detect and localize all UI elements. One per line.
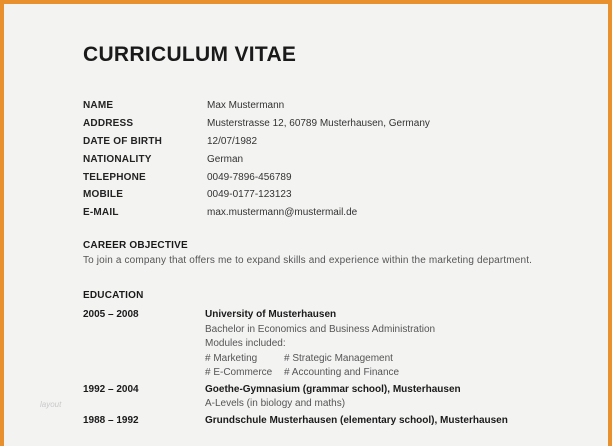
info-row-telephone xyxy=(83,172,583,188)
nationality-label: NATIONALITY xyxy=(83,154,152,165)
cv-title: CURRICULUM VITAE xyxy=(83,43,297,66)
education-heading: EDUCATION xyxy=(83,290,144,301)
nationality-value: German xyxy=(207,154,244,165)
address-label: ADDRESS xyxy=(83,118,134,129)
edu-3-years: 1988 – 1992 xyxy=(83,415,139,426)
cv-page xyxy=(4,4,608,446)
module-strategic-management: # Strategic Management xyxy=(284,353,393,364)
info-row-email xyxy=(83,207,583,223)
info-row-dob xyxy=(83,136,583,152)
career-objective-heading: CAREER OBJECTIVE xyxy=(83,240,188,251)
info-row-mobile xyxy=(83,189,583,205)
info-row-address xyxy=(83,118,583,134)
edu-1-school: University of Musterhausen xyxy=(205,309,337,320)
module-marketing: # Marketing xyxy=(205,353,258,364)
email-value[interactable]: max.mustermann@mustermail.de xyxy=(207,207,358,218)
career-objective-text: To join a company that offers me to expand skills and experience within the marketing department. xyxy=(83,255,533,266)
mobile-value: 0049-0177-123123 xyxy=(207,189,292,200)
watermark-text: layout xyxy=(40,400,62,409)
mobile-label: MOBILE xyxy=(83,189,124,200)
name-value: Max Mustermann xyxy=(207,100,285,111)
dob-value: 12/07/1982 xyxy=(207,136,258,147)
edu-2-degree: A-Levels (in biology and maths) xyxy=(205,398,346,409)
telephone-label: TELEPHONE xyxy=(83,172,146,183)
dob-label: DATE OF BIRTH xyxy=(83,136,163,147)
email-label: E-MAIL xyxy=(83,207,119,218)
edu-1-modules-label: Modules included: xyxy=(205,338,286,349)
module-e-commerce: # E-Commerce xyxy=(205,367,273,378)
info-row-name xyxy=(83,100,583,116)
name-label: NAME xyxy=(83,100,114,111)
edu-1-years: 2005 – 2008 xyxy=(83,309,139,320)
edu-3-school: Grundschule Musterhausen (elementary school), Musterhausen xyxy=(205,415,508,426)
edu-2-years: 1992 – 2004 xyxy=(83,384,139,395)
edu-1-degree: Bachelor in Economics and Business Administration xyxy=(205,324,436,335)
edu-2-school: Goethe-Gymnasium (grammar school), Musterhausen xyxy=(205,384,461,395)
module-accounting-finance: # Accounting and Finance xyxy=(284,367,400,378)
info-row-nationality xyxy=(83,154,583,170)
address-value: Musterstrasse 12, 60789 Musterhausen, Germany xyxy=(207,118,430,129)
telephone-value: 0049-7896-456789 xyxy=(207,172,292,183)
